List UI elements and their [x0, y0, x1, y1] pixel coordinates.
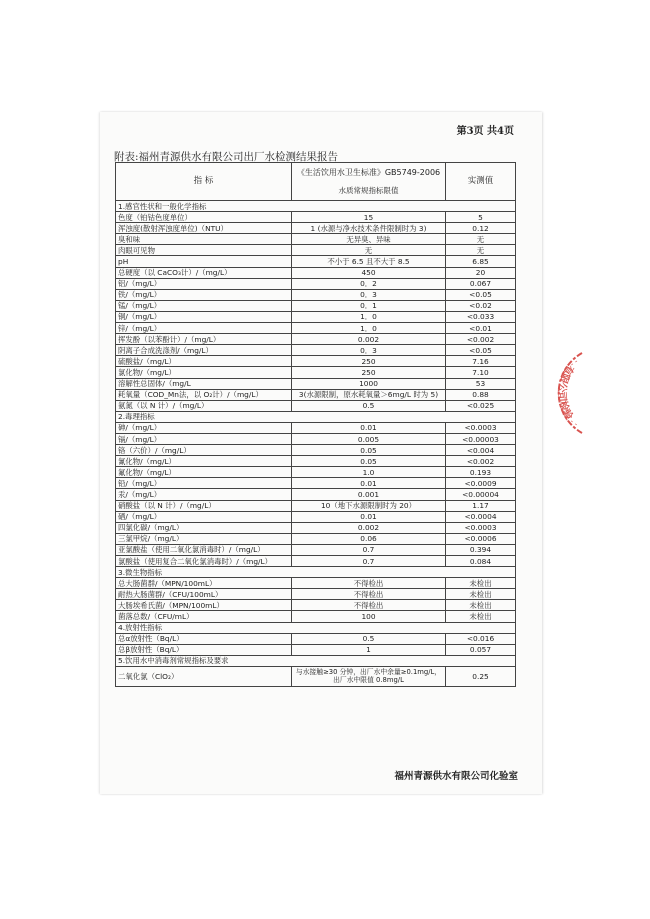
header-standard-line1: 《生活饮用水卫生标准》GB5749-2006: [296, 168, 441, 177]
indicator-name: 浑浊度(散射浑浊度单位)（NTU）: [116, 223, 292, 234]
standard-limit: 0.01: [292, 511, 446, 522]
table-row: [116, 389, 516, 400]
indicator-name: 汞/（mg/L）: [116, 489, 292, 500]
table-row: [116, 212, 516, 223]
measured-value: <0.002: [446, 334, 516, 345]
standard-limit: 1: [292, 644, 446, 655]
indicator-name: 挥发酚（以苯酚计）/（mg/L）: [116, 334, 292, 345]
table-row: [116, 356, 516, 367]
measured-value: <0.05: [446, 289, 516, 300]
standard-limit: 0.7: [292, 544, 446, 555]
standard-limit: 3(水源限制，原水耗氧量＞6mg/L 时为 5): [292, 389, 446, 400]
indicator-name: 总大肠菌群/（MPN/100mL）: [116, 578, 292, 589]
measured-value: <0.0003: [446, 422, 516, 433]
standard-limit: 450: [292, 267, 446, 278]
svg-text:有限公司检验: [555, 363, 577, 422]
standard-limit: 不得检出: [292, 578, 446, 589]
standard-limit: 0.01: [292, 422, 446, 433]
indicator-name: 硝酸盐（以 N 计）/（mg/L）: [116, 500, 292, 511]
table-row: [116, 456, 516, 467]
measured-value: <0.002: [446, 456, 516, 467]
measured-value: 0.394: [446, 544, 516, 555]
section-row: [116, 201, 516, 212]
indicator-name: 三氯甲烷/（mg/L）: [116, 533, 292, 544]
table-row: [116, 489, 516, 500]
table-row: [116, 433, 516, 444]
measured-value: 1.17: [446, 500, 516, 511]
measured-value: <0.00004: [446, 489, 516, 500]
standard-limit: 0．3: [292, 289, 446, 300]
measured-value: 无: [446, 245, 516, 256]
table-row: [116, 578, 516, 589]
standard-limit: 1000: [292, 378, 446, 389]
indicator-name: 二氧化氯（ClO₂）: [116, 666, 292, 686]
measured-value: 5: [446, 212, 516, 223]
table-row: [116, 522, 516, 533]
standard-limit: 0.002: [292, 334, 446, 345]
standard-limit: 250: [292, 367, 446, 378]
measured-value: 未检出: [446, 578, 516, 589]
standard-limit: 1.0: [292, 467, 446, 478]
measured-value: 未检出: [446, 589, 516, 600]
measured-value: 7.16: [446, 356, 516, 367]
measured-value: <0.0009: [446, 478, 516, 489]
standard-limit: 0.5: [292, 633, 446, 644]
indicator-name: 臭和味: [116, 234, 292, 245]
header-indicator: 指 标: [116, 163, 292, 201]
indicator-name: 菌落总数/（CFU/mL）: [116, 611, 292, 622]
standard-limit: 0.05: [292, 456, 446, 467]
standard-limit: 10（地下水源限制时为 20）: [292, 500, 446, 511]
section-title: 2.毒理指标: [116, 411, 516, 422]
indicator-name: 耐热大肠菌群/（CFU/100mL）: [116, 589, 292, 600]
indicator-name: 铅/（mg/L）: [116, 478, 292, 489]
table-row: [116, 600, 516, 611]
indicator-name: 总硬度（以 CaCO₃计）/（mg/L）: [116, 267, 292, 278]
header-standard: [292, 163, 446, 201]
table-row: [116, 311, 516, 322]
table-row: [116, 234, 516, 245]
standard-limit: 0．3: [292, 345, 446, 356]
measured-value: <0.025: [446, 400, 516, 411]
measured-value: 无: [446, 234, 516, 245]
standard-limit: 0．2: [292, 278, 446, 289]
standard-limit: 15: [292, 212, 446, 223]
indicator-name: 铝/（mg/L）: [116, 278, 292, 289]
indicator-name: 亚氯酸盐（使用二氧化氯消毒时）/（mg/L）: [116, 544, 292, 555]
indicator-name: 锰/（mg/L）: [116, 300, 292, 311]
stamp-text: 有限公司检验: [555, 362, 576, 422]
standard-limit: 1．0: [292, 311, 446, 322]
table-row: [116, 533, 516, 544]
standard-limit: 无: [292, 245, 446, 256]
measured-value: 0.193: [446, 467, 516, 478]
standard-limit: 不得检出: [292, 600, 446, 611]
measured-value: 0.084: [446, 556, 516, 567]
indicator-name: 铜/（mg/L）: [116, 311, 292, 322]
table-row: [116, 422, 516, 433]
standard-limit: 0．1: [292, 300, 446, 311]
indicator-name: 阴离子合成洗涤剂/（mg/L）: [116, 345, 292, 356]
section-row: [116, 655, 516, 666]
table-row: [116, 445, 516, 456]
measured-value: 0.12: [446, 223, 516, 234]
table-row: [116, 367, 516, 378]
table-body: [116, 201, 516, 687]
standard-limit: 0.001: [292, 489, 446, 500]
table-row: [116, 556, 516, 567]
section-row: [116, 622, 516, 633]
section-title: 5.饮用水中消毒剂常规指标及要求: [116, 655, 516, 666]
table-row: [116, 589, 516, 600]
indicator-name: 硒/（mg/L）: [116, 511, 292, 522]
standard-limit: 不小于 6.5 且不大于 8.5: [292, 256, 446, 267]
measured-value: 0.067: [446, 278, 516, 289]
standard-limit: 1．0: [292, 323, 446, 334]
measured-value: <0.0004: [446, 511, 516, 522]
standard-limit: 0.002: [292, 522, 446, 533]
table-row: [116, 400, 516, 411]
measured-value: 20: [446, 267, 516, 278]
report-sheet: [100, 112, 542, 794]
indicator-name: pH: [116, 256, 292, 267]
table-row: [116, 378, 516, 389]
results-table: [115, 162, 516, 687]
indicator-name: 铁/（mg/L）: [116, 289, 292, 300]
indicator-name: 溶解性总固体/（mg/L: [116, 378, 292, 389]
indicator-name: 氰化物/（mg/L）: [116, 456, 292, 467]
section-title: 3.微生物指标: [116, 567, 516, 578]
indicator-name: 氯酸盐（使用复合二氧化氯消毒时）/（mg/L）: [116, 556, 292, 567]
table-row: [116, 644, 516, 655]
indicator-name: 氟化物/（mg/L）: [116, 467, 292, 478]
section-title: 4.放射性指标: [116, 622, 516, 633]
indicator-name: 砷/（mg/L）: [116, 422, 292, 433]
indicator-name: 总β放射性（Bq/L）: [116, 644, 292, 655]
indicator-name: 锌/（mg/L）: [116, 323, 292, 334]
standard-limit: 与水接触≥30 分钟，出厂水中余量≥0.1mg/L，出厂水中限值 0.8mg/L: [292, 666, 446, 686]
standard-limit: 250: [292, 356, 446, 367]
table-row: [116, 544, 516, 555]
measured-value: <0.016: [446, 633, 516, 644]
indicator-name: 四氯化碳/（mg/L）: [116, 522, 292, 533]
measured-value: 0.88: [446, 389, 516, 400]
measured-value: 6.85: [446, 256, 516, 267]
indicator-name: 铬（六价）/（mg/L）: [116, 445, 292, 456]
header-standard-line2: 水质常规指标限值: [338, 186, 399, 195]
standard-limit: 无异臭、异味: [292, 234, 446, 245]
standard-limit: 0.005: [292, 433, 446, 444]
measured-value: <0.0003: [446, 522, 516, 533]
indicator-name: 镉/（mg/L）: [116, 433, 292, 444]
standard-limit: 0.7: [292, 556, 446, 567]
table-row: [116, 345, 516, 356]
table-row: [116, 478, 516, 489]
measured-value: <0.033: [446, 311, 516, 322]
table-row: [116, 666, 516, 686]
section-row: [116, 411, 516, 422]
measured-value: <0.05: [446, 345, 516, 356]
standard-limit: 不得检出: [292, 589, 446, 600]
measured-value: 未检出: [446, 611, 516, 622]
table-row: [116, 611, 516, 622]
indicator-name: 硫酸盐/（mg/L）: [116, 356, 292, 367]
standard-limit: 0.06: [292, 533, 446, 544]
standard-limit: 1 (水源与净水技术条件限制时为 3): [292, 223, 446, 234]
section-title: 1.感官性状和一般化学指标: [116, 201, 516, 212]
measured-value: 0.057: [446, 644, 516, 655]
table-row: [116, 289, 516, 300]
table-row: [116, 323, 516, 334]
table-row: [116, 467, 516, 478]
indicator-name: 总α放射性（Bq/L）: [116, 633, 292, 644]
table-row: [116, 300, 516, 311]
standard-limit: 0.05: [292, 445, 446, 456]
standard-limit: 0.01: [292, 478, 446, 489]
measured-value: <0.01: [446, 323, 516, 334]
indicator-name: 色度（铂钴色度单位）: [116, 212, 292, 223]
header-measured: 实测值: [446, 163, 516, 201]
page-number: 第3页 共4页: [456, 126, 514, 137]
indicator-name: 大肠埃希氏菌/（MPN/100mL）: [116, 600, 292, 611]
indicator-name: 氨氮（以 N 计）/（mg/L）: [116, 400, 292, 411]
table-row: [116, 500, 516, 511]
table-row: [116, 245, 516, 256]
lab-footer: 福州青源供水有限公司化验室: [394, 771, 518, 782]
table-row: [116, 267, 516, 278]
measured-value: 未检出: [446, 600, 516, 611]
section-row: [116, 567, 516, 578]
measured-value: <0.00003: [446, 433, 516, 444]
measured-value: 0.25: [446, 666, 516, 686]
table-row: [116, 334, 516, 345]
indicator-name: 肉眼可见物: [116, 245, 292, 256]
report-title: 附表:福州青源供水有限公司出厂水检测结果报告: [114, 151, 339, 163]
measured-value: 7.10: [446, 367, 516, 378]
standard-limit: 100: [292, 611, 446, 622]
indicator-name: 氯化物/（mg/L）: [116, 367, 292, 378]
table-row: [116, 223, 516, 234]
indicator-name: 耗氧量（COD_Mn法，以 O₂计）/（mg/L）: [116, 389, 292, 400]
standard-limit: 0.5: [292, 400, 446, 411]
measured-value: <0.02: [446, 300, 516, 311]
table-row: [116, 633, 516, 644]
table-header-row: [116, 163, 516, 201]
measured-value: <0.0006: [446, 533, 516, 544]
table-row: [116, 278, 516, 289]
table-row: [116, 511, 516, 522]
table-row: [116, 256, 516, 267]
measured-value: 53: [446, 378, 516, 389]
measured-value: <0.004: [446, 445, 516, 456]
